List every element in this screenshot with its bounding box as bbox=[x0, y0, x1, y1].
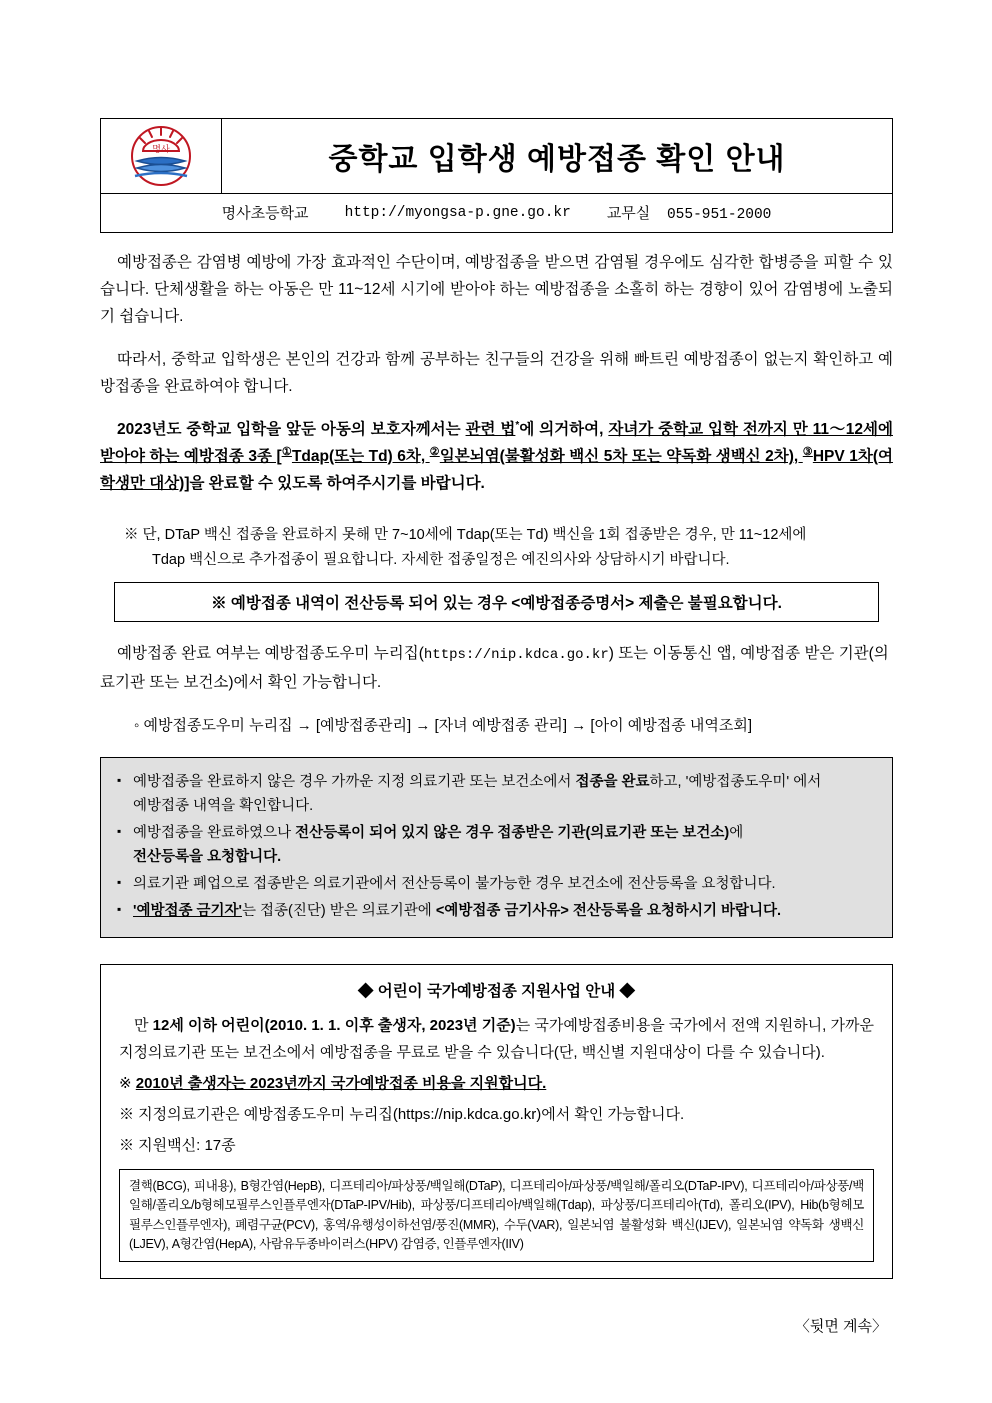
paragraph-1: 예방접종은 감염병 예방에 가장 효과적인 수단이며, 예방접종을 받으면 감염될 경우에도 심각한 합병증을 피할 수 있습니다. 단체생활을 하는 아동은 만 11~12세 시기에 받아야 하는 예방접종을 소홀히 하는 경향이 있어 감염병에 노출되기 쉽습니다. bbox=[100, 254, 893, 326]
document-title-cell bbox=[222, 119, 892, 193]
paragraph-4 bbox=[100, 640, 893, 698]
support-paragraph bbox=[119, 1013, 874, 1066]
note-block bbox=[114, 523, 893, 572]
school-logo-cell bbox=[101, 119, 222, 193]
page-title: 중학교 입학생 예방접종 확인 안내 bbox=[328, 143, 786, 176]
p3-tail: 을 완료할 수 있도록 하여주시기를 바랍니다. bbox=[189, 475, 485, 493]
p3-underline-4: HPV 1차(여학생만 대상)] bbox=[100, 447, 893, 493]
item1-a: 예방접종을 완료하지 않은 경우 가까운 지정 의료기관 또는 보건소에서 bbox=[133, 773, 576, 790]
item2-c: 에 bbox=[729, 824, 744, 841]
paragraph-3 bbox=[100, 416, 893, 498]
item3-a: 의료기관 폐업으로 접종받은 의료기관에서 전산등록이 불가능한 경우 보건소에 전산등록을 요청합니다. bbox=[133, 876, 776, 893]
school-name: 명사초등학교 bbox=[221, 205, 309, 222]
item1-b: 접종을 완료 bbox=[575, 773, 650, 790]
instructions-box bbox=[100, 757, 893, 939]
support-note1-text: 2010년 출생자는 2023년까지 국가예방접종 비용을 지원합니다. bbox=[135, 1074, 547, 1092]
document-header bbox=[100, 118, 893, 233]
support-note-3: ※ 지원백신: 17종 bbox=[119, 1136, 236, 1154]
svg-text:명사: 명사 bbox=[152, 144, 170, 154]
note-mark: ※ bbox=[124, 527, 139, 544]
continued-label: 〈뒷면 계속〉 bbox=[794, 1318, 887, 1336]
support-title: ◆ 어린이 국가예방접종 지원사업 안내 ◆ bbox=[357, 983, 636, 1001]
national-support-box bbox=[100, 964, 893, 1279]
instructions-list bbox=[117, 770, 878, 924]
note-line-1: 단, DTaP 백신 접종을 완료하지 못해 만 7~10세에 Tdap(또는 Td) 백신을 1회 접종받은 경우, 만 11~12세에 bbox=[142, 527, 807, 544]
p3-law: 관련 법 bbox=[465, 420, 516, 438]
school-url: http://myongsa-p.gne.go.kr bbox=[344, 204, 571, 221]
p3-footnote-mark: * bbox=[515, 419, 520, 431]
p3-circle-3: ③ bbox=[802, 445, 813, 458]
support-p1-b: 는 국가예방접종비용을 국가에서 전액 지원하니, 가까운 지정의료기관 또는 보건소에서 예방접종을 무료로 받을 수 있습니다(단, 백신별 지원대상이 다를 수 있습니다). bbox=[119, 1017, 874, 1061]
item2-a: 예방접종을 완료하였으나 bbox=[133, 824, 296, 841]
p3-underline-2: Tdap(또는 Td) 6차, bbox=[291, 447, 430, 465]
item4-b: 는 접종(진단) 받은 의료기관에 bbox=[241, 902, 436, 919]
header-contact-row bbox=[101, 194, 892, 232]
p3-circle-1: ① bbox=[281, 445, 292, 458]
p3-underline-1: 자녀가 중학교 입학 전까지 만 11～12세에 받아야 하는 예방접종 3종 [ bbox=[100, 420, 893, 465]
item2-b: 전산등록이 되어 있지 않은 경우 접종받은 기관(의료기관 또는 보건소) bbox=[295, 824, 730, 841]
support-note-1 bbox=[119, 1070, 874, 1097]
list-item bbox=[117, 821, 878, 870]
boxed-highlight-note: ※ 예방접종 내역이 전산등록 되어 있는 경우 <예방접종증명서> 제출은 불필요합니다. bbox=[114, 582, 879, 622]
item4-c: <예방접종 금기사유> 전산등록을 요청하시기 바랍니다. bbox=[435, 902, 782, 919]
navigation-path: ◦ 예방접종도우미 누리집 → [예방접종관리] → [자녀 예방접종 관리] → [아이 예방접종 내역조회] bbox=[134, 716, 752, 734]
list-item bbox=[117, 872, 878, 897]
office-label: 교무실 bbox=[606, 205, 651, 222]
paragraph-2: 따라서, 중학교 입학생은 본인의 건강과 함께 공부하는 친구들의 건강을 위해 빠트린 예방접종이 없는지 확인하고 예방접종을 완료하여야 합니다. bbox=[100, 350, 893, 395]
item4-a: '예방접종 금기자' bbox=[133, 902, 242, 919]
note-line-2: Tdap 백신으로 추가접종이 필요합니다. 자세한 접종일정은 예진의사와 상담하시기 바랍니다. bbox=[152, 551, 730, 568]
p3-underline-3: 일본뇌염(불활성화 백신 5차 또는 약독화 생백신 2차), bbox=[439, 447, 803, 465]
p4-url: https://nip.kdca.go.kr bbox=[423, 647, 609, 664]
vaccine-list-box: 결핵(BCG), 피내용), B형간염(HepB), 디프테리아/파상풍/백일해(DTaP), 디프테리아/파상풍/백일해/폴리오(DTaP-IPV), 디프테리아/파상풍/백일해/폴리오/b형헤모필루스인플루엔자(DTaP-IPV/Hib), 파상풍/디프테리아/백일해(Tdap), 파상풍/디프테리아(Td), 폴리오(IPV), Hib(b형헤모필루스인플루엔자), 폐렴구균(PCV), 홍역/유행성이하선염/풍진(MMR), 수두(VAR), 일본뇌염 불활성화 백신(IJEV), 일본뇌염 약독화 생백신(LJEV), A형간염(HepA), 사람유두종바이러스(HPV) 감염증, 인플루엔자(IIV) bbox=[119, 1169, 874, 1263]
p3-lead: 2023년도 중학교 입학을 앞둔 아동의 보호자께서는 bbox=[117, 420, 466, 438]
list-item bbox=[117, 899, 878, 924]
p4-lead: 예방접종 완료 여부는 예방접종도우미 누리집( bbox=[117, 645, 424, 663]
school-emblem-icon bbox=[125, 125, 197, 187]
item2-line2: 전산등록을 요청합니다. bbox=[133, 849, 282, 866]
list-item bbox=[117, 770, 878, 819]
item1-c: 하고, '예방접종도우미' 에서 bbox=[649, 773, 822, 790]
support-p1-a: 만 bbox=[134, 1017, 153, 1035]
document-content bbox=[100, 118, 893, 1336]
p3-mid: 에 의거하여, bbox=[519, 420, 609, 438]
support-p1-bold: 12세 이하 어린이(2010. 1. 1. 이후 출생자, 2023년 기준) bbox=[152, 1017, 516, 1035]
support-note-2: ※ 지정의료기관은 예방접종도우미 누리집(https://nip.kdca.go.kr)에서 확인 가능합니다. bbox=[119, 1105, 685, 1123]
header-title-row bbox=[101, 119, 892, 194]
support-note1-mark: ※ bbox=[119, 1074, 136, 1092]
p3-circle-2: ② bbox=[429, 445, 440, 458]
item1-line2: 예방접종 내역을 확인합니다. bbox=[133, 798, 314, 815]
office-phone: 055-951-2000 bbox=[666, 207, 772, 223]
p4-tail: ) 또는 이동통신 앱, 예방접종 받은 기관(의료기관 또는 보건소)에서 확인 가능합니다. bbox=[100, 645, 889, 692]
office-contact bbox=[607, 202, 772, 223]
